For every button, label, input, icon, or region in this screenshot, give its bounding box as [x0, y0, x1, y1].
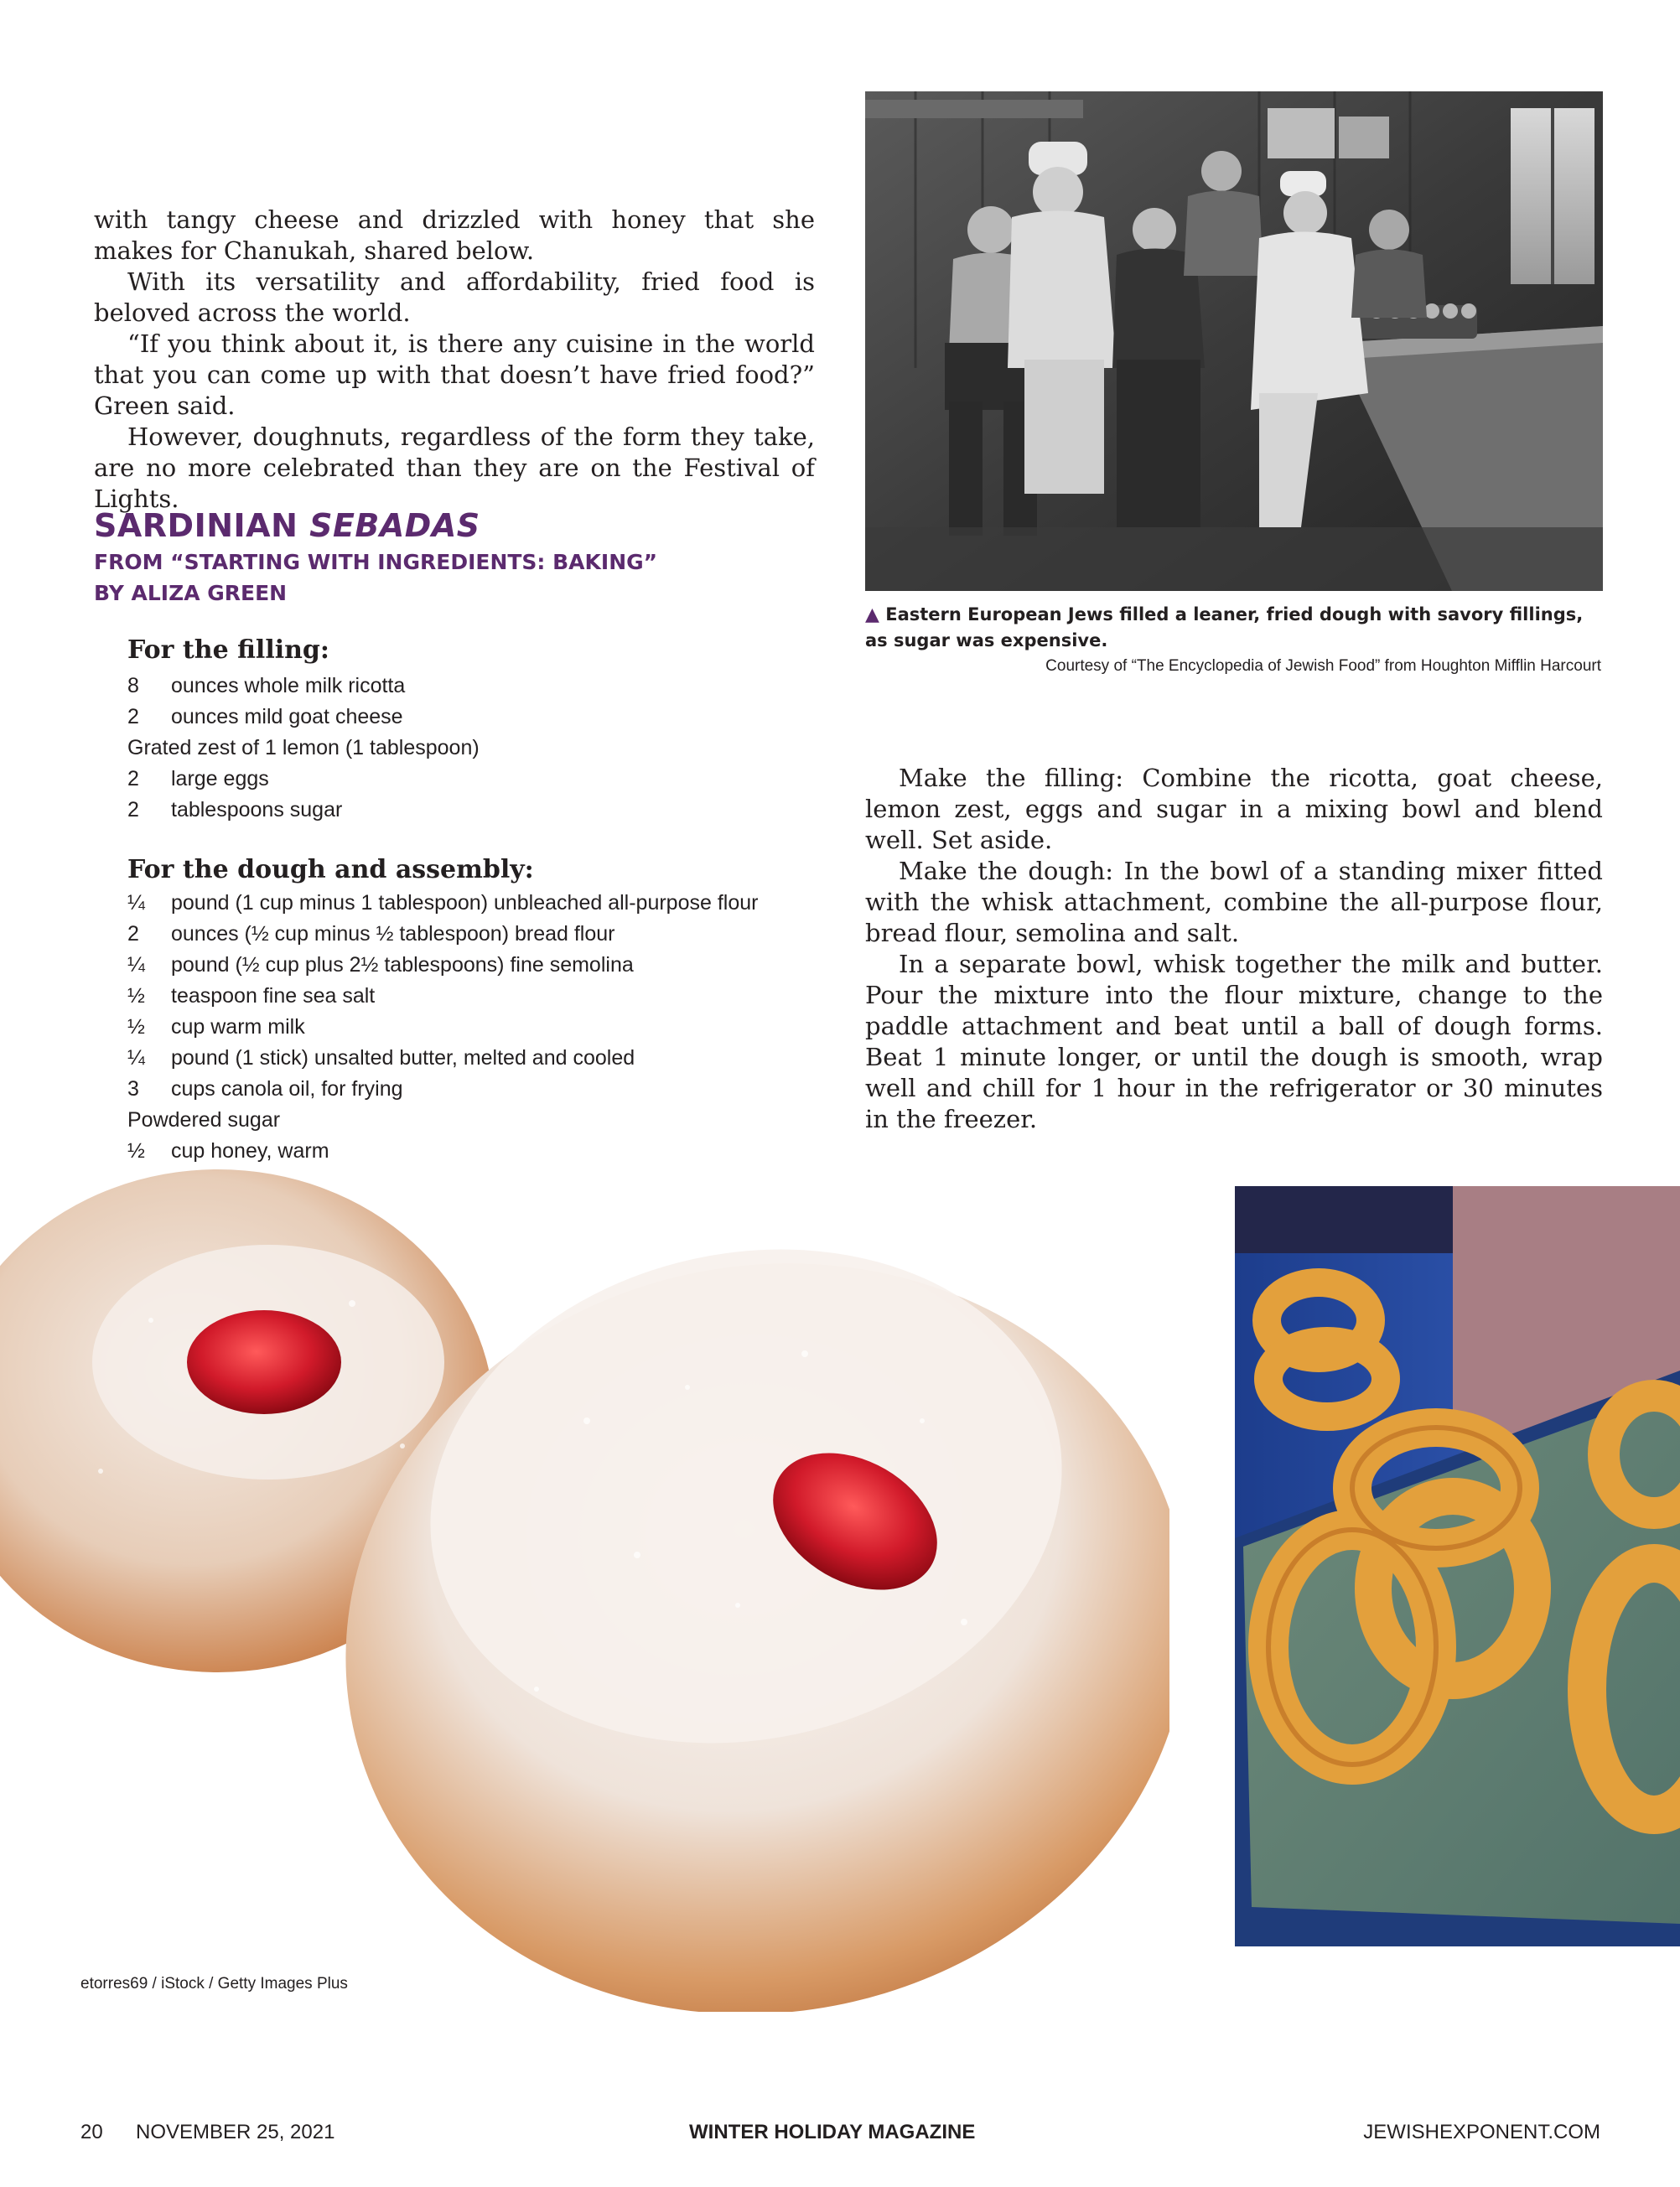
ingredient-qty: ¼: [127, 1046, 145, 1070]
ingredient-text: pound (1 stick) unsalted butter, melted and cooled: [171, 1046, 635, 1070]
website: JEWISHEXPONENT.COM: [1363, 2121, 1600, 2143]
page-number: 20: [80, 2121, 103, 2143]
recipe-title: [94, 507, 480, 544]
ingredient-text: cups canola oil, for frying: [171, 1077, 403, 1101]
ingredient-qty: ½: [127, 984, 145, 1008]
ingredient-row: [127, 764, 480, 795]
caption-triangle-icon: ▲: [865, 604, 879, 625]
filling-heading: For the filling:: [127, 635, 329, 665]
ingredient-row: [127, 733, 480, 764]
ingredient-qty: 2: [127, 922, 139, 946]
ingredient-text: large eggs: [171, 767, 269, 790]
ingredient-qty: ½: [127, 1015, 145, 1039]
instruction-paragraph: Make the filling: Combine the ricotta, goat cheese, lemon zest, eggs and sugar in a mixing bowl and blend well. Set aside.: [865, 764, 1603, 854]
ingredient-text: teaspoon fine sea salt: [171, 984, 376, 1008]
ingredient-text: pound (½ cup plus 2½ tablespoons) fine semolina: [171, 953, 634, 977]
dough-heading: For the dough and assembly:: [127, 855, 534, 884]
recipe-source-line: FROM “STARTING WITH INGREDIENTS: BAKING”: [94, 550, 658, 574]
ingredient-text: Grated zest of 1 lemon (1 tablespoon): [127, 736, 480, 759]
ingredient-row: [127, 671, 480, 702]
ingredient-row: [127, 702, 480, 733]
ingredient-row: [127, 1074, 758, 1105]
ingredient-qty: ½: [127, 1139, 145, 1163]
ingredient-row: [127, 1012, 758, 1043]
historical-bakery-photo: [865, 91, 1603, 591]
intro-paragraph: with tangy cheese and drizzled with honey that she makes for Chanukah, shared below.: [94, 205, 815, 265]
intro-paragraph: However, doughnuts, regardless of the form they take, are no more celebrated than they are on the Festival of Lights.: [94, 422, 815, 513]
ingredient-qty: 3: [127, 1077, 139, 1101]
ingredient-row: [127, 1105, 758, 1136]
intro-paragraph: With its versatility and affordability, fried food is beloved across the world.: [94, 267, 815, 327]
fried-dough-photo: [1235, 1186, 1680, 1946]
intro-text: [94, 205, 815, 515]
instructions-text: [865, 763, 1603, 1135]
ingredient-row: [127, 795, 480, 826]
dough-ingredient-list: [127, 888, 758, 1167]
ingredient-text: Powdered sugar: [127, 1108, 281, 1132]
intro-paragraph: “If you think about it, is there any cuisine in the world that you can come up with that doesn’t have fried food?” Green said.: [94, 329, 815, 420]
issue-date: NOVEMBER 25, 2021: [136, 2121, 335, 2143]
ingredient-text: pound (1 cup minus 1 tablespoon) unbleached all-purpose flour: [171, 891, 759, 915]
recipe-title-italic: SEBADAS: [309, 507, 480, 544]
ingredient-text: ounces (½ cup minus ½ tablespoon) bread flour: [171, 922, 615, 946]
instruction-paragraph: Make the dough: In the bowl of a standing mixer fitted with the whisk attachment, combine the all-purpose flour, bread flour, semolina and salt.: [865, 857, 1603, 947]
ingredient-row: [127, 1043, 758, 1074]
ingredient-row: [127, 950, 758, 981]
ingredient-text: ounces whole milk ricotta: [171, 674, 406, 697]
photo-credit-donut: etorres69 / iStock / Getty Images Plus: [80, 1975, 348, 1993]
filling-ingredient-list: [127, 671, 480, 826]
recipe-author: BY ALIZA GREEN: [94, 581, 288, 605]
recipe-title-plain: SARDINIAN: [94, 507, 310, 544]
ingredient-qty: 2: [127, 767, 139, 790]
jelly-doughnut-photo: [0, 1169, 1169, 2012]
ingredient-text: ounces mild goat cheese: [171, 705, 403, 728]
instruction-paragraph: In a separate bowl, whisk together the milk and butter. Pour the mixture into the flour mixture, change to the paddle attachment and beat until a ball of dough forms. Beat 1 minute longer, or until the dough is smooth, wrap well and chill for 1 hour in the refrigerator or 30 minutes in the freezer.: [865, 950, 1603, 1133]
magazine-name: WINTER HOLIDAY MAGAZINE: [689, 2121, 976, 2143]
caption-text: Eastern European Jews filled a leaner, fried dough with savory fillings, as sugar was expensive.: [865, 604, 1584, 650]
ingredient-row: [127, 981, 758, 1012]
photo-credit-bw: Courtesy of “The Encyclopedia of Jewish Food” from Houghton Mifflin Harcourt: [1045, 657, 1601, 675]
recipe-source: [94, 547, 731, 609]
ingredient-qty: ¼: [127, 891, 145, 915]
ingredient-row: [127, 1136, 758, 1167]
ingredient-qty: ¼: [127, 953, 145, 977]
ingredient-qty: 2: [127, 705, 139, 728]
ingredient-row: [127, 888, 758, 919]
ingredient-text: cup warm milk: [171, 1015, 305, 1039]
ingredient-qty: 8: [127, 674, 139, 697]
ingredient-qty: 2: [127, 798, 139, 821]
ingredient-text: tablespoons sugar: [171, 798, 343, 821]
ingredient-text: cup honey, warm: [171, 1139, 329, 1163]
photo-caption: [865, 602, 1603, 653]
ingredient-row: [127, 919, 758, 950]
